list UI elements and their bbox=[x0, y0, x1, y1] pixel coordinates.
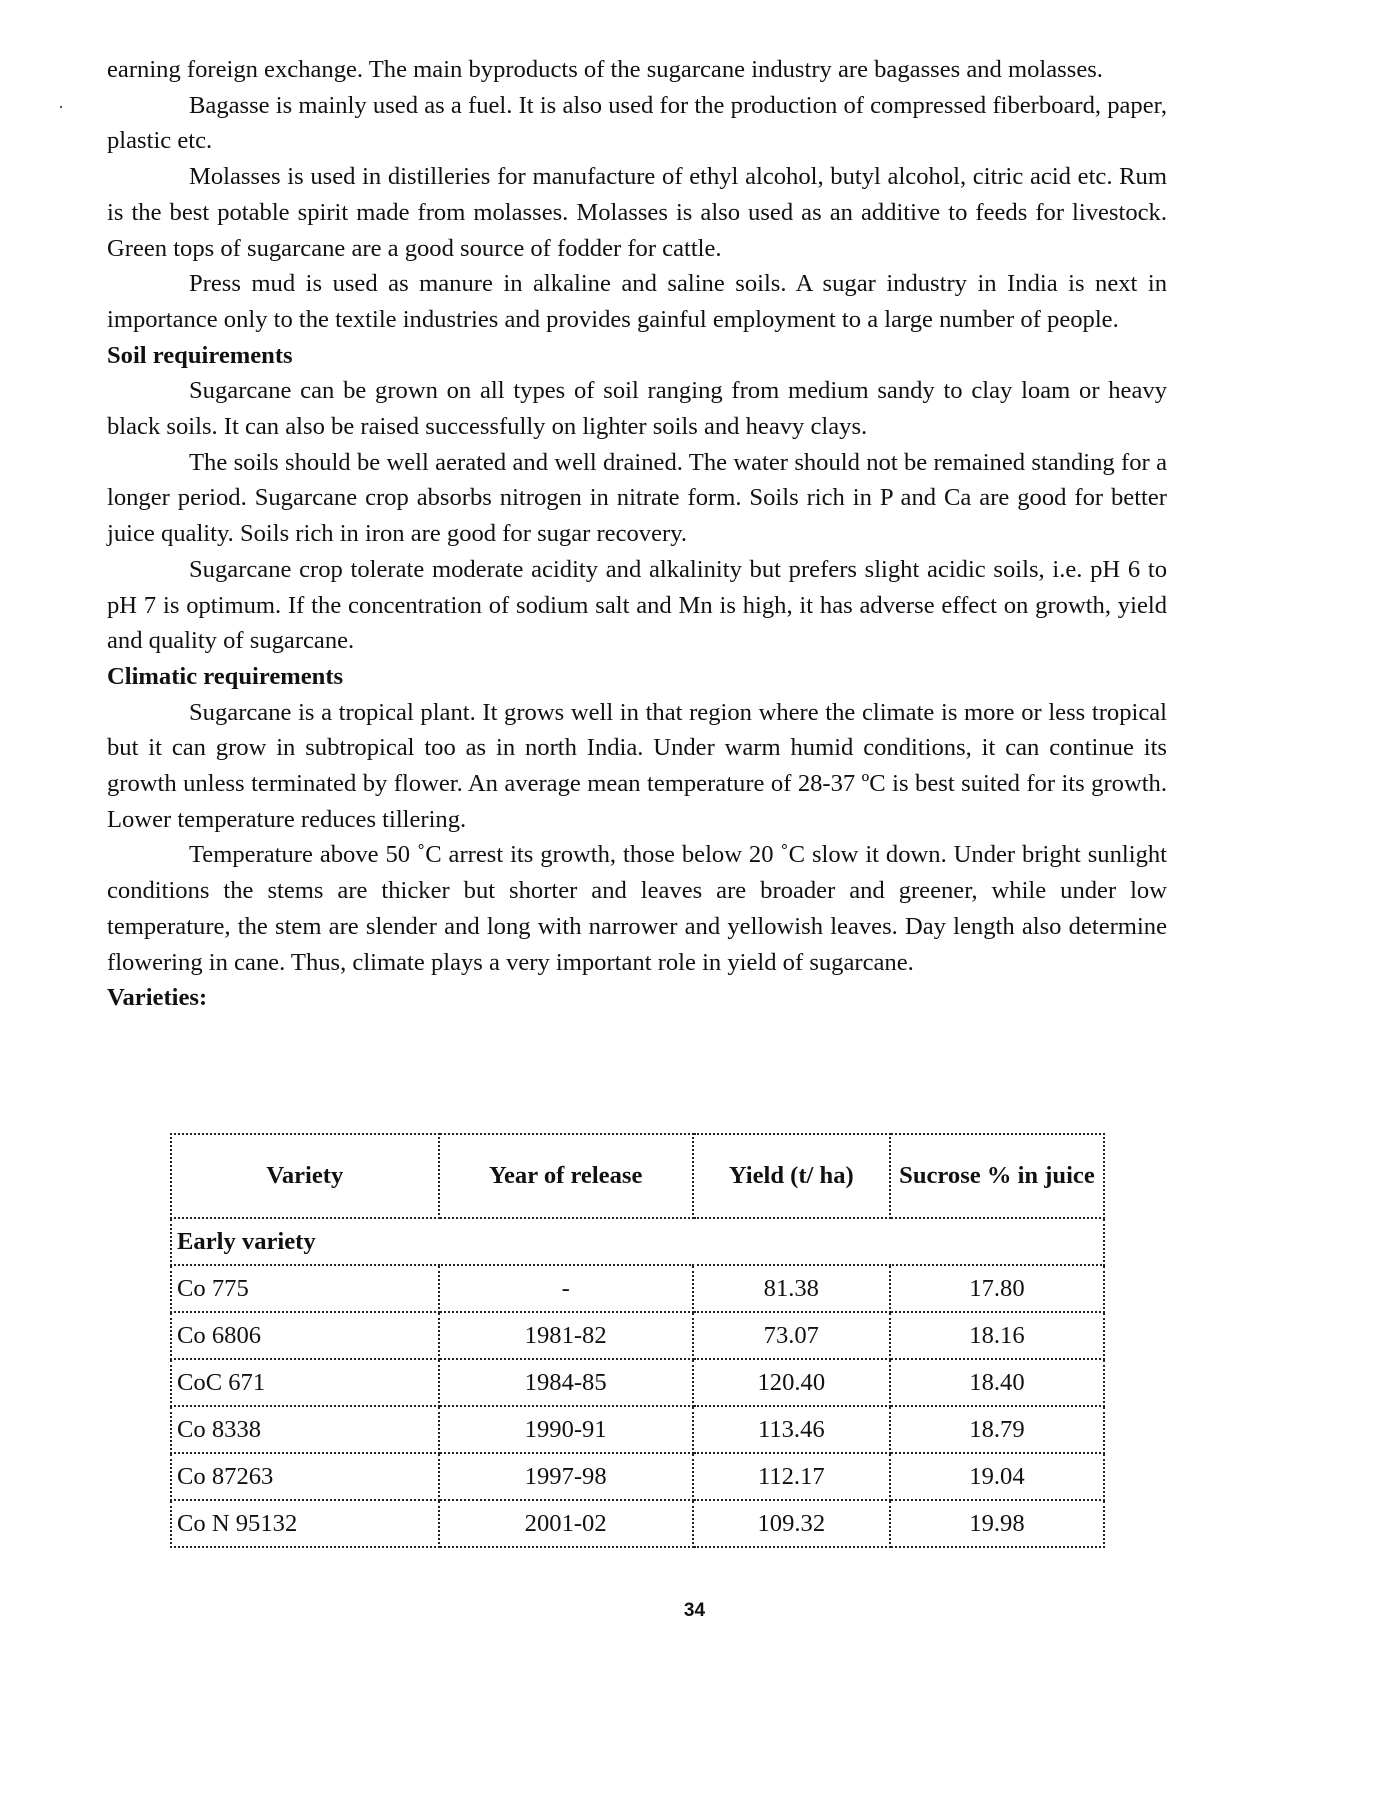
cell-variety: Co 775 bbox=[171, 1265, 439, 1312]
paragraph-bagasse: Bagasse is mainly used as a fuel. It is also used for the production of compressed fiberboard, paper, plastic etc. bbox=[107, 91, 1167, 155]
paragraph-soil-types: Sugarcane can be grown on all types of soil ranging from medium sandy to clay loam or heavy black soils. It can also be raised successfully on lighter soils and heavy clays. bbox=[107, 377, 1167, 441]
paragraph-press-mud: Press mud is used as manure in alkaline and saline soils. A sugar industry in India is next in importance only to the textile industries and provides gainful employment to a large number of people. bbox=[107, 270, 1167, 333]
cell-yield: 109.32 bbox=[693, 1500, 890, 1547]
group-label-early-variety: Early variety bbox=[171, 1218, 1104, 1265]
paragraph-molasses: Molasses is used in distilleries for manufacture of ethyl alcohol, butyl alcohol, citric acid etc. Rum is the best potable spirit made from molasses. Molasses is also used as an additive to feeds for livestock. Green tops of sugarcane are a good source of fodder for cattle. bbox=[107, 163, 1167, 262]
paragraph-soil-ph: Sugarcane crop tolerate moderate acidity and alkalinity but prefers slight acidic soils, i.e. pH 6 to pH 7 is optimum. If the concentration of sodium salt and Mn is high, it has adverse effect on growth, yield and quality of sugarcane. bbox=[107, 555, 1167, 655]
table-row bbox=[171, 1500, 1104, 1547]
cell-year: 1990-91 bbox=[439, 1406, 693, 1453]
paragraph-climate-tropical: Sugarcane is a tropical plant. It grows well in that region where the climate is more or less tropical but it can grow in subtropical too as in north India. Under warm humid conditions, it can continue its growth unless terminated by flower. An average mean temperature of 28-37 ºC is best suited for its growth. Lower temperature reduces tillering. bbox=[107, 698, 1167, 833]
table-group-row bbox=[171, 1218, 1104, 1265]
column-header-yield: Yield (t/ ha) bbox=[693, 1134, 890, 1218]
varieties-table bbox=[170, 1133, 1105, 1548]
table-row bbox=[171, 1453, 1104, 1500]
cell-variety: Co 6806 bbox=[171, 1312, 439, 1359]
paragraph-soil-drainage: The soils should be well aerated and well drained. The water should not be remained standing for a longer period. Sugarcane crop absorbs nitrogen in nitrate form. Soils rich in P and Ca are good for better juice quality. Soils rich in iron are good for sugar recovery. bbox=[107, 448, 1167, 548]
cell-sucrose: 18.79 bbox=[890, 1406, 1104, 1453]
cell-yield: 81.38 bbox=[693, 1265, 890, 1312]
cell-variety: Co N 95132 bbox=[171, 1500, 439, 1547]
cell-year: 1984-85 bbox=[439, 1359, 693, 1406]
body-text bbox=[107, 52, 1167, 1016]
table-row bbox=[171, 1359, 1104, 1406]
cell-year: 2001-02 bbox=[439, 1500, 693, 1547]
paragraph-byproducts: earning foreign exchange. The main byproducts of the sugarcane industry are bagasses and molasses. bbox=[107, 56, 1103, 83]
cell-yield: 120.40 bbox=[693, 1359, 890, 1406]
heading-soil-requirements: Soil requirements bbox=[107, 341, 293, 369]
scan-artifact-dot bbox=[60, 106, 62, 108]
column-header-year: Year of release bbox=[439, 1134, 693, 1218]
page-number: 34 bbox=[683, 1600, 706, 1621]
cell-sucrose: 19.04 bbox=[890, 1453, 1104, 1500]
column-header-variety: Variety bbox=[171, 1134, 439, 1218]
cell-variety: Co 87263 bbox=[171, 1453, 439, 1500]
table-row bbox=[171, 1265, 1104, 1312]
cell-variety: CoC 671 bbox=[171, 1359, 439, 1406]
cell-year: 1997-98 bbox=[439, 1453, 693, 1500]
heading-varieties: Varieties: bbox=[107, 984, 208, 1012]
cell-sucrose: 17.80 bbox=[890, 1265, 1104, 1312]
cell-year: - bbox=[439, 1265, 693, 1312]
column-header-sucrose: Sucrose % in juice bbox=[890, 1134, 1104, 1218]
cell-variety: Co 8338 bbox=[171, 1406, 439, 1453]
cell-year: 1981-82 bbox=[439, 1312, 693, 1359]
cell-yield: 113.46 bbox=[693, 1406, 890, 1453]
table-row bbox=[171, 1312, 1104, 1359]
table-row bbox=[171, 1406, 1104, 1453]
cell-yield: 73.07 bbox=[693, 1312, 890, 1359]
table-header-row bbox=[171, 1134, 1104, 1218]
cell-sucrose: 18.40 bbox=[890, 1359, 1104, 1406]
cell-yield: 112.17 bbox=[693, 1453, 890, 1500]
heading-climatic-requirements: Climatic requirements bbox=[107, 662, 344, 690]
cell-sucrose: 18.16 bbox=[890, 1312, 1104, 1359]
paragraph-climate-temperature: Temperature above 50 ˚C arrest its growth, those below 20 ˚C slow it down. Under bright sunlight conditions the stems are thicker but shorter and leaves are broader and greener, while under low temperature, the stem are slender and long with narrower and yellowish leaves. Day length also determine flowering in cane. Thus, climate plays a very important role in yield of sugarcane. bbox=[107, 841, 1167, 976]
cell-sucrose: 19.98 bbox=[890, 1500, 1104, 1547]
